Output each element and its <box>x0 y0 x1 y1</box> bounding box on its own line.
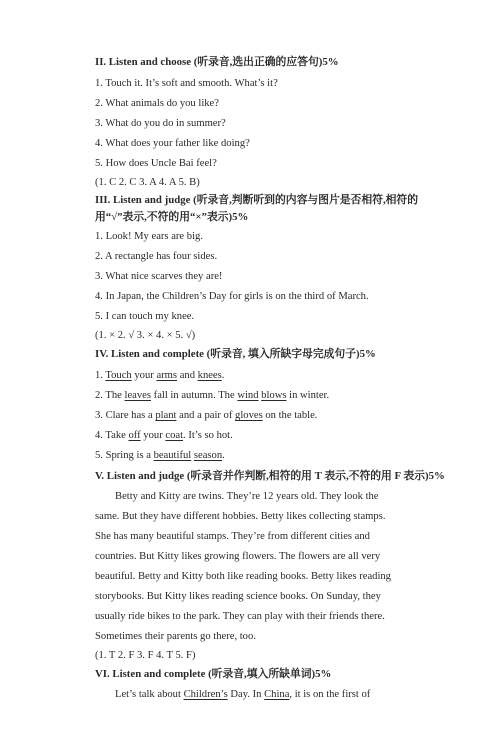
s6-passage-line: Let’s talk about Children’s Day. In China, it is on the first of <box>115 689 371 700</box>
s2-answers: (1. C 2. C 3. A 4. A 5. B) <box>95 177 200 188</box>
blank-word: knees <box>197 370 222 381</box>
s4-item-4: 4. Take off your coat. It’s so hot. <box>95 430 233 441</box>
blank-word: gloves <box>235 410 263 421</box>
blank-word: off <box>128 430 141 441</box>
s4-item-2: 2. The leaves fall in autumn. The wind blows in winter. <box>95 390 330 401</box>
s3-answers: (1. × 2. √ 3. × 4. × 5. √) <box>95 330 196 341</box>
blank-word: Children’s <box>183 689 228 700</box>
s2-item-4: 4. What does your father like doing? <box>95 138 250 149</box>
s2-item-3: 3. What do you do in summer? <box>95 118 226 129</box>
s2-item-1: 1. Touch it. It’s soft and smooth. What’s it? <box>95 78 278 89</box>
blank-word: China <box>264 689 290 700</box>
s2-item-5: 5. How does Uncle Bai feel? <box>95 158 217 169</box>
blank-word: season <box>193 450 223 461</box>
blank-word: coat <box>165 430 184 441</box>
s4-item-3: 3. Clare has a plant and a pair of gloves on the table. <box>95 410 318 421</box>
section-3-heading-line-2: 用“√”表示,不符的用“×”表示)5% <box>95 211 249 223</box>
section-6-heading: VI. Listen and complete (听录音,填入所缺单词)5% <box>95 668 332 680</box>
s5-passage-line: beautiful. Betty and Kitty both like reading books. Betty likes reading <box>95 571 391 582</box>
s5-passage-line: storybooks. But Kitty likes reading science books. On Sunday, they <box>95 591 381 602</box>
blank-word: Touch <box>105 370 132 381</box>
s5-answers: (1. T 2. F 3. F 4. T 5. F) <box>95 650 196 661</box>
s5-passage-line: Sometimes their parents go there, too. <box>95 631 256 642</box>
s4-item-5: 5. Spring is a beautiful season. <box>95 450 225 461</box>
s4-item-1: 1. Touch your arms and knees. <box>95 370 225 381</box>
section-3-heading-line-1: III. Listen and judge (听录音,判断听到的内容与图片是否相符,相符的 <box>95 194 419 206</box>
blank-word: arms <box>156 370 178 381</box>
section-5-heading: V. Listen and judge (听录音并作判断,相符的用 T 表示,不符的用 F 表示)5% <box>95 470 445 482</box>
s3-item-2: 2. A rectangle has four sides. <box>95 251 218 262</box>
s5-passage-line: countries. But Kitty likes growing flowers. The flowers are all very <box>95 551 381 562</box>
blank-word: beautiful <box>153 450 192 461</box>
section-4-heading: IV. Listen and complete (听录音, 填入所缺字母完成句子)5% <box>95 348 376 360</box>
blank-word: plant <box>155 410 177 421</box>
blank-word: blows <box>261 390 287 401</box>
s2-item-2: 2. What animals do you like? <box>95 98 219 109</box>
s3-item-3: 3. What nice scarves they are! <box>95 271 223 282</box>
s3-item-1: 1. Look! My ears are big. <box>95 231 203 242</box>
s5-passage-line: same. But they have different hobbies. Betty likes collecting stamps. <box>95 511 386 522</box>
blank-word: leaves <box>124 390 152 401</box>
s3-item-5: 5. I can touch my knee. <box>95 311 195 322</box>
s5-passage-line: usually ride bikes to the park. They can play with their friends there. <box>95 611 385 622</box>
blank-word: wind <box>237 390 259 401</box>
s5-passage-line: Betty and Kitty are twins. They’re 12 years old. They look the <box>115 491 379 502</box>
s3-item-4: 4. In Japan, the Children’s Day for girls is on the third of March. <box>95 291 369 302</box>
section-2-heading: II. Listen and choose (听录音,选出正确的应答句)5% <box>95 56 339 68</box>
s5-passage-line: She has many beautiful stamps. They’re from different cities and <box>95 531 370 542</box>
